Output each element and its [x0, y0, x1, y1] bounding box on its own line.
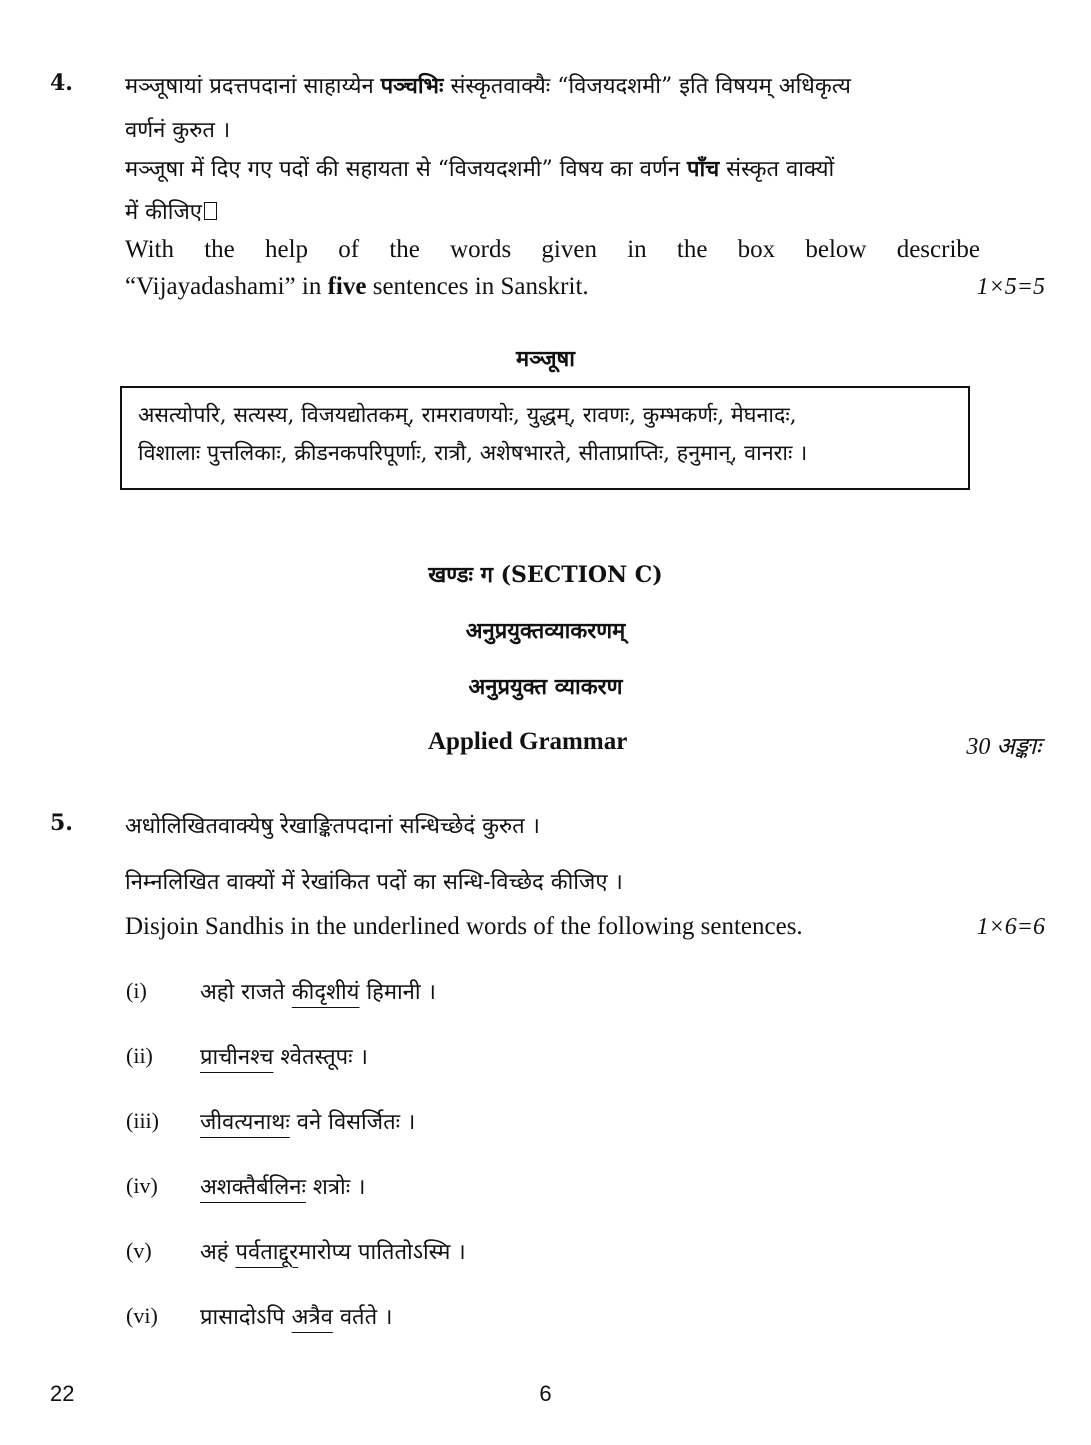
q4-english-line1: With the help of the words given in the box below describe: [125, 236, 980, 263]
q4-hindi-text: मञ्जूषा में दिए गए पदों की सहायता से “विजयदशमी” विषय का वर्णन: [125, 157, 688, 182]
item-text-end: मारोप्य पातितोऽस्मि ।: [298, 1240, 466, 1265]
underlined-word: पर्वताद्दूर: [235, 1240, 299, 1265]
q4-hindi-text-end: संस्कृत वाक्यों: [719, 157, 835, 182]
item-sentence: [200, 976, 436, 1006]
q4-sanskrit-text-end: संस्कृतवाक्यैः “विजयदशमी” इति विषयम् अधिकृत्य: [443, 74, 851, 99]
item-text-end: वर्तते ।: [332, 1305, 393, 1330]
underlined-word: कीदृशीयं: [291, 980, 360, 1005]
q4-hindi-line2-text: में कीजिए: [125, 200, 202, 225]
item-number: (vi): [126, 1303, 158, 1328]
q4-marks: 1×5=5: [976, 274, 1045, 300]
q5-hindi-instruction: निम्नलिखित वाक्यों में रेखांकित पदों का सन्धि-विच्छेद कीजिए ।: [125, 870, 623, 895]
underlined-word: अशक्तैर्बलिनः: [200, 1175, 306, 1200]
section-sanskrit-title: अनुप्रयुक्तव्याकरणम्: [465, 618, 626, 644]
item-sentence: [200, 1301, 392, 1331]
underlined-word: प्राचीनश्च: [200, 1045, 274, 1070]
item-number: (ii): [126, 1043, 153, 1068]
q4-sanskrit-instruction: [125, 70, 851, 100]
item-sentence: [200, 1236, 466, 1266]
item-sentence: [200, 1106, 415, 1136]
q4-english-text: “Vijayadashami” in: [125, 273, 328, 300]
item-sentence: [200, 1171, 366, 1201]
question-4-number: 4.: [50, 70, 73, 96]
item-number: (i): [126, 978, 147, 1003]
q4-english-text-end: sentences in Sanskrit.: [366, 273, 589, 300]
q5-marks: 1×6=6: [976, 914, 1045, 940]
word-box: [120, 386, 970, 490]
underlined-word: जीवत्यनाथः: [200, 1110, 290, 1135]
item-sentence: [200, 1041, 368, 1071]
page-number: 6: [539, 1381, 552, 1406]
q4-hindi-instruction: [125, 153, 834, 183]
q4-sanskrit-bold: पञ्चभिः: [380, 73, 444, 99]
item-text-end: हिमानी ।: [359, 980, 436, 1005]
placeholder-box-icon: [204, 202, 217, 220]
q4-english-line2: [125, 273, 589, 301]
item-text: प्रासादोऽपि: [200, 1305, 292, 1330]
item-number: (iv): [126, 1173, 158, 1198]
section-hindi-title: अनुप्रयुक्त व्याकरण: [468, 674, 623, 700]
q5-sanskrit-instruction: अधोलिखितवाक्येषु रेखाङ्कितपदानां सन्धिच्छेदं कुरुत ।: [125, 814, 540, 839]
item-text: अहो राजते: [200, 980, 292, 1005]
underlined-word: अत्रैव: [291, 1305, 333, 1330]
q4-english-bold: five: [327, 273, 367, 300]
section-english-title: Applied Grammar: [428, 728, 628, 755]
item-text: अहं: [200, 1240, 236, 1265]
item-number: (iii): [126, 1108, 159, 1133]
q4-hindi-line2: [125, 196, 217, 226]
section-heading: खण्डः ग (SECTION C): [428, 562, 663, 588]
item-text-end: शत्रोः ।: [305, 1175, 366, 1200]
item-number: (v): [126, 1238, 152, 1263]
item-text-end: श्वेतस्तूपः ।: [273, 1045, 368, 1070]
word-box-title: मञ्जूषा: [516, 346, 575, 372]
item-text-end: वने विसर्जितः ।: [289, 1110, 416, 1135]
word-box-line1: असत्योपरि, सत्यस्य, विजयद्योतकम्, रामरावणयोः, युद्धम्, रावणः, कुम्भकर्णः, मेघनादः,: [138, 403, 797, 428]
q4-sanskrit-line2: वर्णनं कुरुत ।: [125, 118, 231, 143]
q5-english-instruction: Disjoin Sandhis in the underlined words of the following sentences.: [125, 913, 803, 940]
word-box-line2: विशालाः पुत्तलिकाः, क्रीडनकपरिपूर्णाः, रात्रौ, अशेषभारते, सीताप्राप्तिः, हनुमान्, वानराः ।: [138, 441, 808, 466]
q4-hindi-bold: पाँच: [687, 156, 720, 182]
paper-code: 22: [50, 1381, 75, 1406]
section-marks: 30 अङ्काः: [966, 734, 1041, 760]
question-5-number: 5.: [50, 810, 73, 836]
q4-sanskrit-text: मञ्जूषायां प्रदत्तपदानां साहाय्येन: [125, 74, 381, 99]
